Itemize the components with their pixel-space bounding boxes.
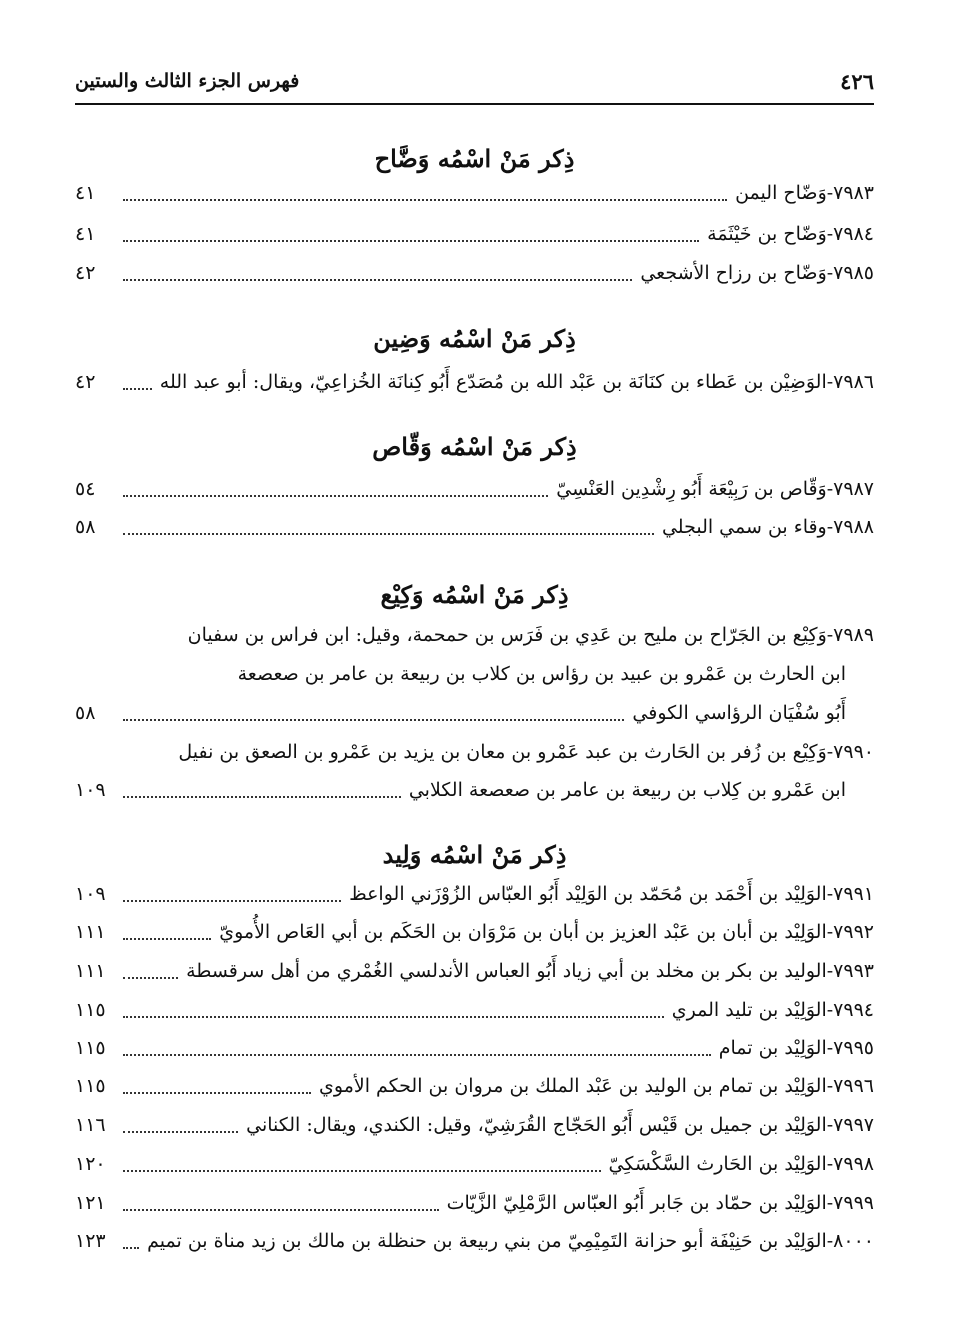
entry-number: ٧٩٩٥ (833, 1037, 874, 1059)
index-entry: ٧٩٩٤ - الوَلِيْد بن تليد المري ١١٥ (75, 999, 874, 1021)
entry-continuation (75, 696, 874, 730)
entry-number: ٧٩٨٦ (833, 371, 874, 393)
index-entry: ٧٩٩٠ - وَكِيْع بن زُفر بن الحَارث بن عبد عَمْرو بن معان بن يزيد بن عَمْرو بن الصعق بن نفيل (178, 741, 874, 763)
entry-number: ٧٩٩٣ (833, 960, 874, 982)
entry-name: وَضّاح بن خَيْثَمَة (707, 223, 827, 245)
entry-number: ٧٩٩٦ (833, 1075, 874, 1097)
entry-page: ١١١ (75, 921, 106, 943)
entry-name: ابن الحارث بن عَمْرو بن عبيد بن رؤاس بن كلاب بن ربيعة بن عامر بن صعصعة (237, 663, 846, 685)
entry-number: ٧٩٨٧ (833, 478, 874, 500)
entry-number: ٧٩٨٤ (833, 223, 874, 245)
index-entry: ٧٩٩٨ - الوَلِيْد بن الحَارث السَّكْسَكِيّ ١٢٠ (75, 1153, 874, 1175)
index-entry: ٧٩٨٨ - وقاء بن سمي البجلي ٥٨ (75, 516, 874, 538)
leader-dots (123, 938, 211, 940)
index-entry: ٨٠٠٠ - الوَلِيْد بن حَنِيْفَة أبو حزانة التَمِيْمِيّ من بني ربيعة بن حنظلة بن مالك بن زيد مناة بن تميم ١٢٣ (75, 1230, 874, 1252)
leader-dots (123, 1247, 139, 1249)
entry-page: ١٠٩ (75, 883, 106, 905)
running-title: فهرس الجزء الثالث والستين (75, 70, 300, 92)
entry-page: ١١٦ (75, 1114, 106, 1136)
entry-page: ٥٤ (75, 478, 96, 500)
section-title: ذِكر مَنْ اسْمُه وَلِيد (382, 840, 567, 869)
entry-name: الوليد بن بكر بن مخلد بن أبي زياد أَبُو العباس الأندلسي الغُمْري من أهل سرقسطة (186, 960, 827, 982)
header-rule (75, 103, 874, 105)
entry-page: ١١١ (75, 960, 106, 982)
entry-name: وَضّاح اليمن (735, 182, 827, 204)
entry-page: ١٠٩ (75, 779, 106, 801)
entry-number: ٧٩٩٩ (833, 1192, 874, 1214)
entry-page: ٤٢ (75, 262, 96, 284)
entry-number: ٧٩٨٣ (833, 182, 874, 204)
entry-name: وقاء بن سمي البجلي (661, 516, 827, 538)
leader-dots (123, 533, 654, 535)
leader-dots (123, 977, 178, 979)
entry-number: ٧٩٩٨ (833, 1153, 874, 1175)
entry-number: ٧٩٨٩ (833, 624, 874, 646)
index-entry: ٧٩٩١ - الوَلِيْد بن أَحْمَد بن مُحَمّد بن الوَلِيْد أَبُو العبّاس الزُوْزَني الواعظ ١٠٩ (75, 883, 874, 905)
entry-name: الوَلِيْد بن الحَارث السَّكْسَكِيّ (608, 1153, 827, 1175)
index-entry: ٧٩٨٥ - وَضّاح بن رزاح الأشجعي ٤٢ (75, 262, 874, 284)
leader-dots (123, 279, 632, 281)
leader-dots (123, 199, 727, 201)
entry-number: ٨٠٠٠ (833, 1230, 874, 1252)
entry-page: ١١٥ (75, 1037, 106, 1059)
entry-name: وَكِيْع بن الجَرّاح بن مليح بن عَدِي بن فَرَس بن حمحمة، وقيل: ابن فراس بن سفيان (187, 624, 827, 646)
leader-dots (123, 1131, 238, 1133)
leader-dots (123, 1209, 439, 1211)
entry-name: الوَلِيْد بن حَنِيْفَة أبو حزانة التَمِيْمِيّ من بني ربيعة بن حنظلة بن مالك بن زيد مناة بن تميم (147, 1230, 827, 1252)
leader-dots (123, 1170, 601, 1172)
entry-page: ٤١ (75, 182, 96, 204)
index-entry: ٧٩٩٢ - الوَلِيْد بن أبان بن عَبْد العزيز بن أبان بن مَرْوَان بن الحَكَم بن أبي العَاص الأُمويّ ١١١ (75, 921, 874, 943)
leader-dots (123, 1092, 311, 1094)
entry-name: الوَلِيْد بن حمّاد بن جَابر أَبُو العبّاس الرَّمْلِيّ الزَّيّات (446, 1192, 827, 1214)
entry-continuation (75, 657, 874, 691)
entry-name: الوَلِيْد بن تليد المري (671, 999, 827, 1021)
page-header (75, 62, 874, 100)
index-entry: ٧٩٨٣ - وَضّاح اليمن ٤١ (75, 182, 874, 204)
index-entry: ٧٩٩٩ - الوَلِيْد بن حمّاد بن جَابر أَبُو العبّاس الرَّمْلِيّ الزَّيّات ١٢١ (75, 1192, 874, 1214)
leader-dots (123, 388, 152, 390)
entry-name: الوَضِيْن بن عَطاء بن كنَانَة بن عَبْد الله بن مُصَدّع أَبُو كِنانَة الخُزاعِيّ، ويقال: أبو عبد الله (159, 371, 827, 393)
entry-page: ١١٥ (75, 1075, 106, 1097)
entry-page: ١٢١ (75, 1192, 106, 1214)
entry-number: ٧٩٨٨ (833, 516, 874, 538)
entry-page: ١١٥ (75, 999, 106, 1021)
entry-name: الوَلِيْد بن أبان بن عَبْد العزيز بن أبان بن مَرْوَان بن الحَكَم بن أبي العَاص الأُمويّ (219, 921, 827, 943)
leader-dots (123, 495, 548, 497)
leader-dots (123, 796, 401, 798)
entry-page: ١٢٠ (75, 1153, 106, 1175)
entry-name: وَضّاح بن رزاح الأشجعي (640, 262, 827, 284)
entry-name: الوَلِيْد بن تمام (718, 1037, 827, 1059)
entry-number: ٧٩٩٤ (833, 999, 874, 1021)
leader-dots (123, 1016, 664, 1018)
section-title: ذِكر مَنْ اسْمُه وَكِيْع (380, 580, 569, 609)
leader-dots (123, 1054, 711, 1056)
index-entry: ٧٩٩٣ - الوليد بن بكر بن مخلد بن أبي زياد أَبُو العباس الأندلسي الغُمْري من أهل سرقسطة ١١١ (75, 960, 874, 982)
entry-page: ٤٢ (75, 371, 96, 393)
entry-number: ٧٩٩٧ (833, 1114, 874, 1136)
entry-page: ٤١ (75, 223, 96, 245)
entry-name: الوَلِيْد بن جميل بن قَيْس أَبُو الحَجّاج القُرَشِيّ، وقيل: الكندي، ويقال: الكناني (246, 1114, 827, 1136)
entry-name: وَقّاص بن رَبِيْعَة أَبُو رِشْدِين العَنْسِيّ (556, 478, 827, 500)
entry-page: ٥٨ (75, 516, 96, 538)
entry-page: ٥٨ (75, 702, 96, 724)
entry-number: ٧٩٩٢ (833, 921, 874, 943)
entry-name: وَكِيْع بن زُفر بن الحَارث بن عبد عَمْرو بن معان بن يزيد بن عَمْرو بن الصعق بن نفيل (178, 741, 827, 763)
leader-dots (123, 900, 341, 902)
entry-number: ٧٩٩١ (833, 883, 874, 905)
entry-number: ٧٩٩٠ (833, 741, 874, 763)
entry-continuation (75, 773, 874, 807)
index-entry: ٧٩٨٧ - وَقّاص بن رَبِيْعَة أَبُو رِشْدِين العَنْسِيّ ٥٤ (75, 478, 874, 500)
entry-number: ٧٩٨٥ (833, 262, 874, 284)
index-entry: ٧٩٩٦ - الوَلِيْد بن تمام بن الوليد بن عَبْد الملك بن مروان بن الحكم الأموي ١١٥ (75, 1075, 874, 1097)
entry-name: أَبُو سُفْيَان الرؤاسي الكوفي (632, 702, 846, 724)
leader-dots (123, 240, 699, 242)
entry-name: ابن عَمْرو بن كِلاب بن ربيعة بن عامر بن صعصعة الكلابي (408, 779, 846, 801)
index-entry: ٧٩٩٥ - الوَلِيْد بن تمام ١١٥ (75, 1037, 874, 1059)
index-entry: ٧٩٨٦ - الوَضِيْن بن عَطاء بن كنَانَة بن عَبْد الله بن مُصَدّع أَبُو كِنانَة الخُزاعِيّ، ويقال: أبو عبد الله ٤٢ (75, 371, 874, 393)
index-entry: ٧٩٨٤ - وَضّاح بن خَيْثَمَة ٤١ (75, 223, 874, 245)
entry-name: الوَلِيْد بن أَحْمَد بن مُحَمّد بن الوَلِيْد أَبُو العبّاس الزُوْزَني الواعظ (349, 883, 827, 905)
section-title: ذِكر مَنْ اسْمُه وَضِين (373, 324, 576, 353)
section-title: ذِكر مَنْ اسْمُه وَضَّاح (374, 144, 575, 173)
leader-dots (123, 719, 624, 721)
entry-name: الوَلِيْد بن تمام بن الوليد بن عَبْد الملك بن مروان بن الحكم الأموي (319, 1075, 827, 1097)
index-entry: ٧٩٨٩ - وَكِيْع بن الجَرّاح بن مليح بن عَدِي بن فَرَس بن حمحمة، وقيل: ابن فراس بن سفيان (187, 624, 874, 646)
index-entry: ٧٩٩٧ - الوَلِيْد بن جميل بن قَيْس أَبُو الحَجّاج القُرَشِيّ، وقيل: الكندي، ويقال: الكناني ١١٦ (75, 1114, 874, 1136)
section-title: ذِكر مَنْ اسْمُه وَقّاص (372, 432, 577, 461)
entry-page: ١٢٣ (75, 1230, 106, 1252)
page-number: ٤٢٦ (840, 68, 874, 94)
